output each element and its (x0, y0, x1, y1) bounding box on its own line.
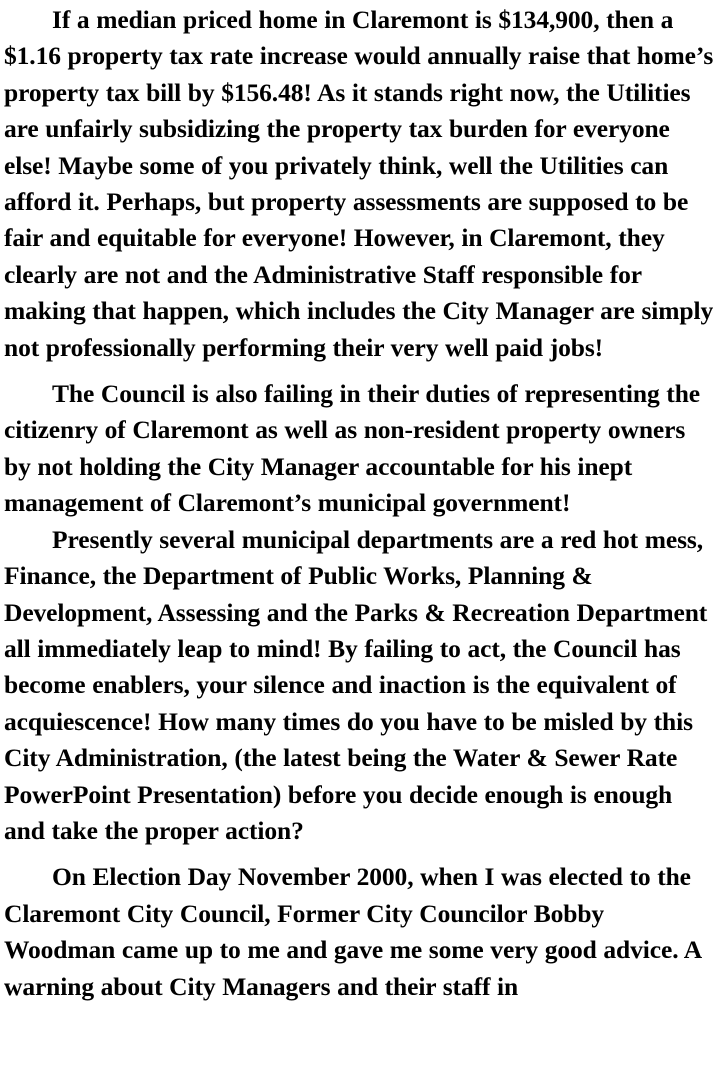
paragraph-tax-burden: If a median priced home in Claremont is $134,900, then a $1.16 property tax rate increase would annually raise that home’s property tax bill by $156.48! As it stands right now, the Utilities are unfairly subsidizing the property tax burden for everyone else! Maybe some of you privately think, well the Utilities can afford it. Perhaps, but property assessments are supposed to be fair and equitable for everyone! However, in Claremont, they clearly are not and the Administrative Staff responsible for making that happen, which includes the City Manager are simply not professionally performing their very well paid jobs! (4, 5, 714, 362)
paragraph-election-day: On Election Day November 2000, when I was elected to the Claremont City Council, Former City Councilor Bobby Woodman came up to me and gave me some very good advice. A warning about City Managers and their staff in (4, 862, 701, 1001)
document-body (4, 0, 718, 1005)
paragraph-departments-mess: Presently several municipal departments are a red hot mess, Finance, the Department of Public Works, Planning & Development, Assessing and the Parks & Recreation Department all immediately leap to mind! By failing to act, the Council has become enablers, your silence and inaction is the equivalent of acquiescence! How many times do you have to be misled by this City Administration, (the latest being the Water & Sewer Rate PowerPoint Presentation) before you decide enough is enough and take the proper action? (4, 524, 708, 845)
paragraph-spacer (4, 849, 718, 859)
paragraph-spacer (4, 366, 718, 376)
paragraph-council-failing: The Council is also failing in their duties of representing the citizenry of Claremont as well as non-resident property owners by not holding the City Manager accountable for his inept management of Claremont’s municipal government! (4, 379, 701, 518)
